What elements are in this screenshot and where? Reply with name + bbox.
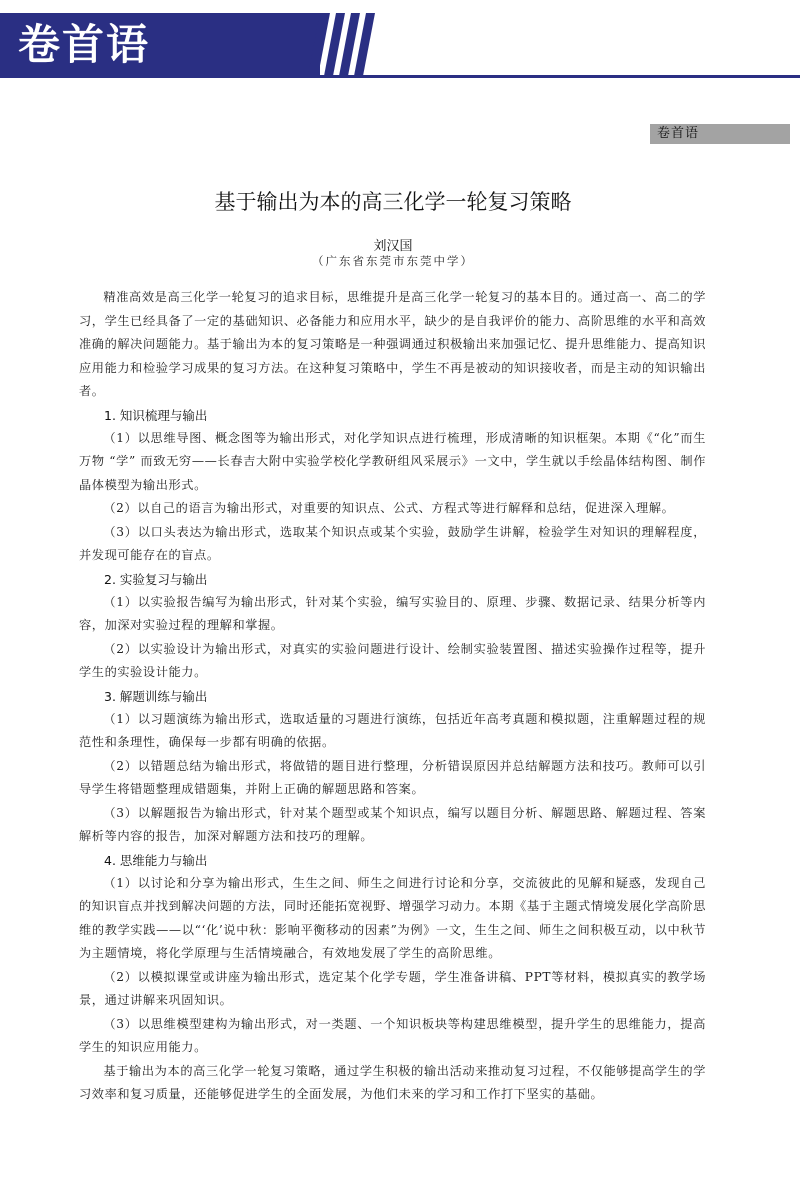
banner-stripes-decoration (300, 13, 380, 76)
paragraph: （2）以实验设计为输出形式，对真实的实验问题进行设计、绘制实验装置图、描述实验操作过程等，提升学生的实验设计能力。 (79, 641, 706, 679)
banner-title: 卷首语 (18, 20, 151, 69)
paragraph: （2）以错题总结为输出形式，将做错的题目进行整理，分析错误原因并总结解题方法和技巧。教师可以引导学生将错题整理成错题集，并附上正确的解题思路和答案。 (79, 758, 706, 796)
paragraph: （2）以模拟课堂或讲座为输出形式，选定某个化学专题，学生准备讲稿、PPT等材料，模拟真实的教学场景，通过讲解来巩固知识。 (79, 969, 706, 1007)
paragraph: （3）以口头表达为输出形式，选取某个知识点或某个实验，鼓励学生讲解，检验学生对知识的理解程度，并发现可能存在的盲点。 (79, 524, 706, 562)
paragraph: （2）以自己的语言为输出形式，对重要的知识点、公式、方程式等进行解释和总结，促进深入理解。 (103, 501, 675, 515)
paragraph: （3）以解题报告为输出形式，针对某个题型或某个知识点，编写以题目分析、解题思路、解题过程、答案解析等内容的报告，加深对解题方法和技巧的理解。 (79, 805, 706, 843)
header-banner (0, 13, 800, 76)
conclusion-paragraph: 基于输出为本的高三化学一轮复习策略，通过学生积极的输出活动来推动复习过程，不仅能够提高学生的学习效率和复习质量，还能够促进学生的全面发展，为他们未来的学习和工作打下坚实的基础。 (79, 1063, 706, 1101)
section-heading: 1. 知识梳理与输出 (104, 407, 208, 423)
article-title: 基于输出为本的高三化学一轮复习策略 (214, 190, 572, 214)
author-name: 刘汉国 (373, 239, 413, 254)
header-rule (0, 75, 800, 78)
paragraph: （1）以实验报告编写为输出形式，针对某个实验，编写实验目的、原理、步骤、数据记录、结果分析等内容，加深对实验过程的理解和掌握。 (79, 594, 706, 632)
intro-paragraph: 精准高效是高三化学一轮复习的追求目标，思维提升是高三化学一轮复习的基本目的。通过高一、高二的学习，学生已经具备了一定的基础知识、必备能力和应用水平，缺少的是自我评价的能力、高阶思维的水平和高效准确的解决问题能力。基于输出为本的复习策略是一种强调通过积极输出来加强记忆、提升思维能力、提高知识应用能力和检验学习成果的复习方法。在这种复习策略中，学生不再是被动的知识接收者，而是主动的知识输出者。 (79, 290, 706, 398)
section-heading: 3. 解题训练与输出 (104, 688, 208, 704)
section-heading: 4. 思维能力与输出 (104, 852, 208, 868)
paragraph: （1）以思维导图、概念图等为输出形式，对化学知识点进行梳理，形成清晰的知识框架。本期《“化”而生万物 “学” 而致无穷——长春吉大附中实验学校化学教研组风采展示》一文中，学生就以手绘晶体结构图、制作晶体模型为输出形式。 (79, 430, 706, 492)
paragraph: （3）以思维模型建构为输出形式，对一类题、一个知识板块等构建思维模型，提升学生的思维能力，提高学生的知识应用能力。 (79, 1016, 706, 1054)
author-affiliation: （广东省东莞市东莞中学） (312, 254, 474, 268)
paragraph: （1）以讨论和分享为输出形式，生生之间、师生之间进行讨论和分享，交流彼此的见解和疑惑，发现自己的知识盲点并找到解决问题的方法，同时还能拓宽视野、增强学习动力。本期《基于主题式情境发展化学高阶思维的教学实践——以“‘化’说中秋：影响平衡移动的因素”为例》一文，生生之间、师生之间积极互动，以中秋节为主题情境，将化学原理与生活情境融合，有效地发展了学生的高阶思维。 (79, 875, 706, 960)
paragraph: （1）以习题演练为输出形式，选取适量的习题进行演练，包括近年高考真题和模拟题，注重解题过程的规范性和条理性，确保每一步都有明确的依据。 (79, 711, 706, 749)
section-heading: 2. 实验复习与输出 (104, 571, 208, 587)
article-body (79, 286, 706, 1107)
section-tag: 卷首语 (650, 124, 790, 144)
